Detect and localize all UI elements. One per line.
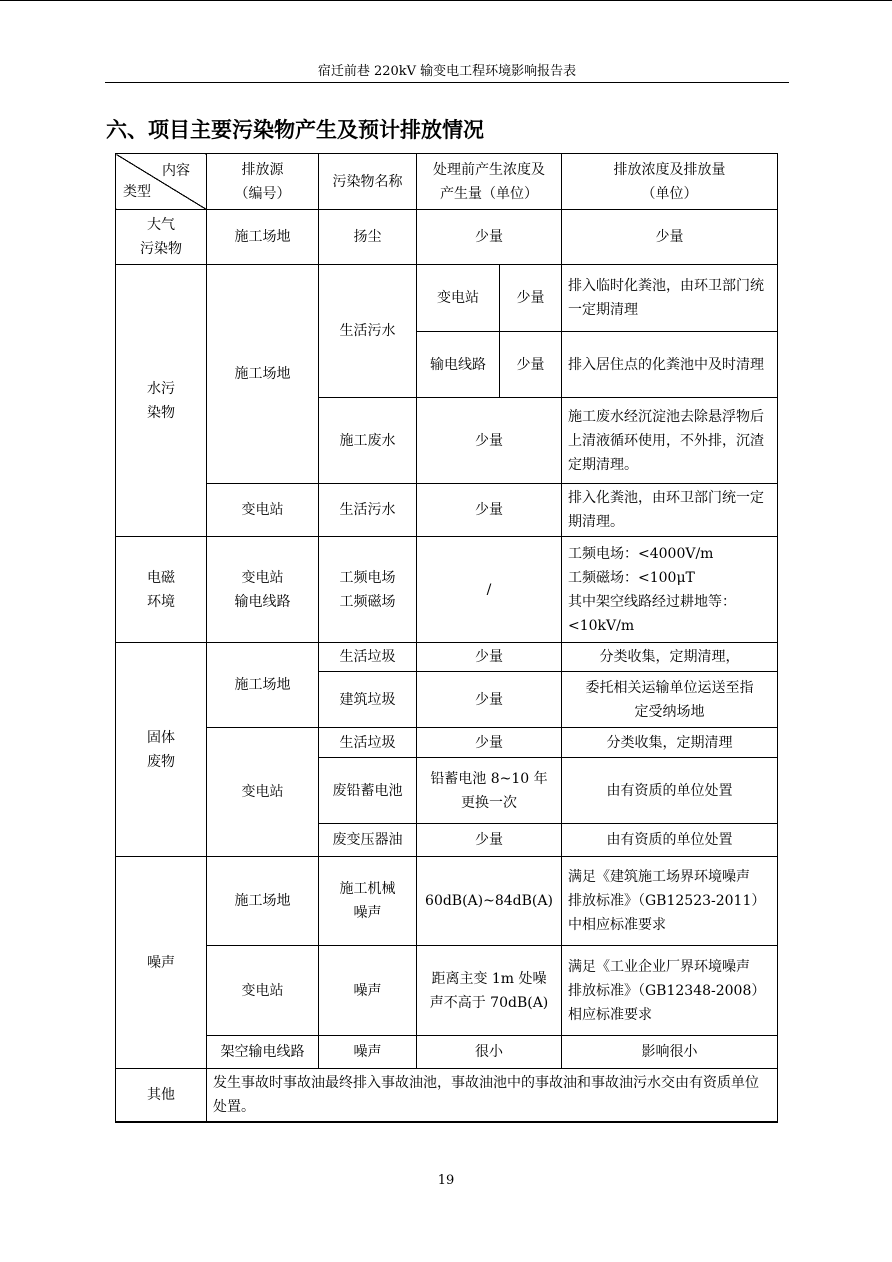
solid-station-pollutant: 废变压器油: [319, 824, 417, 857]
header-content-label: 内容: [162, 163, 190, 179]
solid-site-source: 施工场地: [207, 643, 319, 728]
header-before-treatment: 处理前产生浓度及 产生量（单位）: [417, 154, 562, 210]
solid-station-pollutant: 生活垃圾: [319, 728, 417, 758]
noise-site-before: 60dB(A)~84dB(A): [417, 857, 562, 946]
water-line-amount: 少量: [500, 332, 562, 398]
water-line: 输电线路: [417, 332, 500, 398]
water-station-pollutant: 生活污水: [319, 484, 417, 537]
table-row-noise-1: [116, 857, 778, 946]
noise-station-pollutant: 噪声: [319, 946, 417, 1036]
page-number: 19: [437, 1173, 455, 1188]
solid-station-after: 由有资质的单位处置: [562, 824, 778, 857]
water-substation-amount: 少量: [500, 265, 562, 332]
solid-station-source: 变电站: [207, 728, 319, 857]
solid-station-before: 少量: [417, 728, 562, 758]
table-row-noise-2: [116, 946, 778, 1036]
type-water: 水污 染物: [116, 265, 207, 537]
header-pollutant-name: 污染物名称: [319, 154, 417, 210]
solid-site-pollutant: 生活垃圾: [319, 643, 417, 672]
table-row-water-1: [116, 265, 778, 332]
noise-site-after: 满足《建筑施工场界环境噪声 排放标准》（GB12523-2011） 中相应标准要求: [562, 857, 778, 946]
header-source: 排放源 （编号）: [207, 154, 319, 210]
em-pollutant: 工频电场 工频磁场: [319, 537, 417, 643]
solid-station-before: 少量: [417, 824, 562, 857]
noise-line-pollutant: 噪声: [319, 1036, 417, 1069]
air-source: 施工场地: [207, 210, 319, 265]
em-before: /: [417, 537, 562, 643]
water-construction-wastewater: 施工废水: [319, 398, 417, 484]
header-type-label: 类型: [123, 184, 151, 200]
noise-station-before: 距离主变 1m 处噪 声不高于 70dB(A): [417, 946, 562, 1036]
solid-station-after: 由有资质的单位处置: [562, 758, 778, 824]
solid-site-before: 少量: [417, 643, 562, 672]
air-after: 少量: [562, 210, 778, 265]
water-construction-site: 施工场地: [207, 265, 319, 484]
noise-station-source: 变电站: [207, 946, 319, 1036]
running-header: 宿迁前巷 220kV 输变电工程环境影响报告表: [317, 64, 577, 79]
table-row-other: [116, 1069, 778, 1123]
header-after-treatment: 排放浓度及排放量 （单位）: [562, 154, 778, 210]
water-station-source: 变电站: [207, 484, 319, 537]
em-after: 工频电场：<4000V/m 工频磁场：<100μT 其中架空线路经过耕地等： <10kV/m: [562, 537, 778, 643]
type-em: 电磁 环境: [116, 537, 207, 643]
header-diagonal-cell: [116, 154, 207, 210]
solid-site-after: 委托相关运输单位运送至指 定受纳场地: [562, 672, 778, 728]
water-construction-wastewater-after: 施工废水经沉淀池去除悬浮物后上清液循环使用，不外排，沉渣定期清理。: [562, 398, 778, 484]
water-station-after: 排入化粪池，由环卫部门统一定期清理。: [562, 484, 778, 537]
table-row-em: [116, 537, 778, 643]
noise-line-before: 很小: [417, 1036, 562, 1069]
water-domestic-sewage: 生活污水: [319, 265, 417, 398]
water-construction-wastewater-before: 少量: [417, 398, 562, 484]
header-rule: [105, 82, 789, 83]
water-substation: 变电站: [417, 265, 500, 332]
table-row-solid-1: [116, 643, 778, 672]
other-text: 发生事故时事故油最终排入事故油池，事故油池中的事故油和事故油污水交由有资质单位处置。: [207, 1069, 778, 1123]
water-station-before: 少量: [417, 484, 562, 537]
solid-station-pollutant: 废铅蓄电池: [319, 758, 417, 824]
type-solid: 固体 废物: [116, 643, 207, 857]
air-before: 少量: [417, 210, 562, 265]
water-substation-after: 排入临时化粪池，由环卫部门统一定期清理: [562, 265, 778, 332]
solid-site-pollutant: 建筑垃圾: [319, 672, 417, 728]
noise-line-after: 影响很小: [562, 1036, 778, 1069]
noise-site-source: 施工场地: [207, 857, 319, 946]
table-header-row: [116, 154, 778, 210]
solid-site-before: 少量: [417, 672, 562, 728]
page-top-border: [0, 0, 892, 1]
table-row-noise-3: [116, 1036, 778, 1069]
table-row-air: [116, 210, 778, 265]
type-noise: 噪声: [116, 857, 207, 1069]
section-title: 六、项目主要污染物产生及预计排放情况: [106, 117, 484, 142]
noise-line-source: 架空输电线路: [207, 1036, 319, 1069]
type-other: 其他: [116, 1069, 207, 1123]
pollutant-emission-table: [115, 153, 778, 1123]
solid-station-after: 分类收集，定期清理: [562, 728, 778, 758]
type-air: 大气 污染物: [116, 210, 207, 265]
table-row-water-4: [116, 484, 778, 537]
solid-station-before: 铅蓄电池 8~10 年 更换一次: [417, 758, 562, 824]
noise-station-after: 满足《工业企业厂界环境噪声 排放标准》（GB12348-2008） 相应标准要求: [562, 946, 778, 1036]
noise-site-pollutant: 施工机械 噪声: [319, 857, 417, 946]
solid-site-after: 分类收集，定期清理，: [562, 643, 778, 672]
water-line-after: 排入居住点的化粪池中及时清理: [562, 332, 778, 398]
air-pollutant: 扬尘: [319, 210, 417, 265]
em-source: 变电站 输电线路: [207, 537, 319, 643]
table-row-solid-3: [116, 728, 778, 758]
